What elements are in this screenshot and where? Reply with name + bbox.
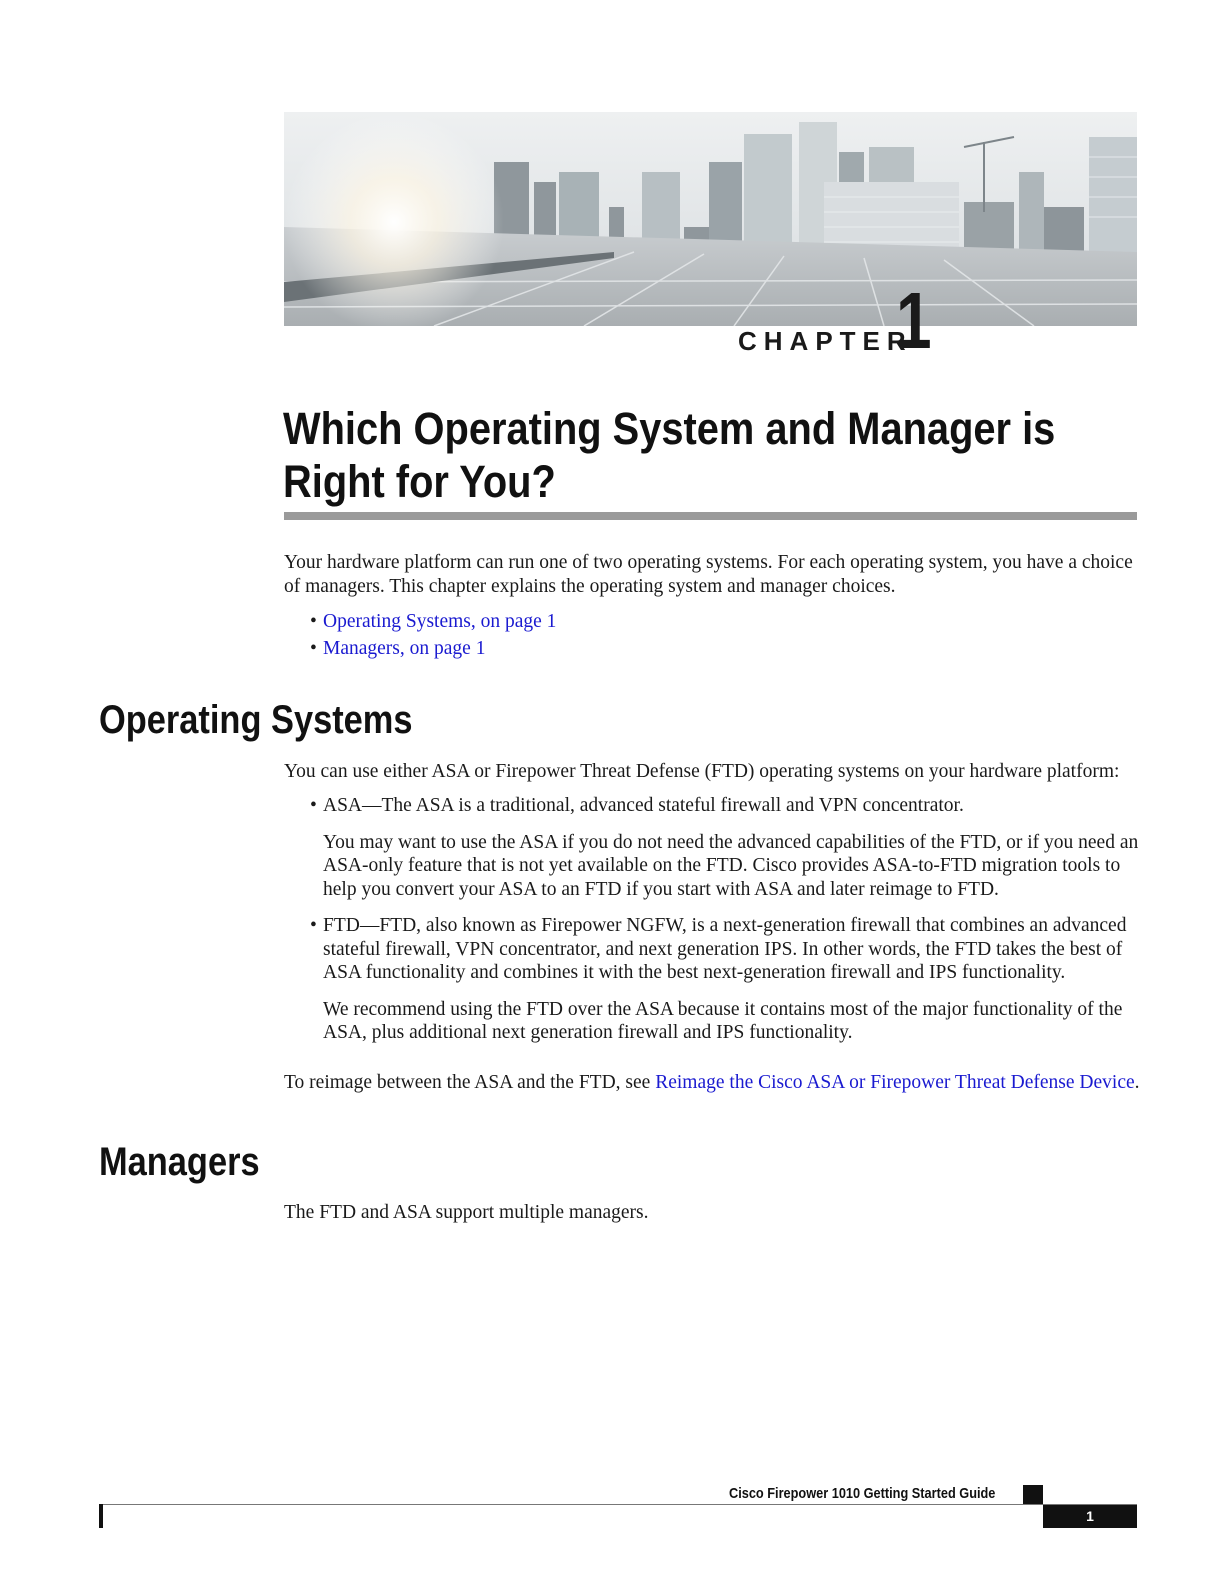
chapter-toc-list: [310, 610, 1146, 660]
list-item: • ASA—The ASA is a traditional, advanced stateful firewall and VPN concentrator. You may want to use the ASA if you do not need the advanced capabilities of the FTD, or if you need an ASA-only feature that is not yet available on the FTD. Cisco provides ASA-to-FTD migration tools to help you convert your ASA to an FTD if you start with ASA and later reimage to FTD.: [310, 794, 1146, 901]
list-item: • Operating Systems, on page 1: [310, 611, 557, 632]
footer-marker: [1023, 1485, 1043, 1505]
chapter-banner-image: [284, 112, 1137, 326]
managers-paragraph: The FTD and ASA support multiple managers.: [284, 1202, 649, 1223]
reimage-suffix: .: [1134, 1072, 1140, 1093]
toc-link-managers[interactable]: Managers, on page 1: [323, 637, 486, 659]
chapter-label: CHAPTER: [738, 326, 913, 356]
reimage-prefix: To reimage between the ASA and the FTD, see: [284, 1072, 656, 1093]
section-heading-operating-systems: Operating Systems: [99, 698, 413, 742]
intro-paragraph: Your hardware platform can run one of two operating systems. For each operating system, you have a choice of managers. This chapter explains the operating system and manager choices.: [284, 552, 1133, 597]
section-heading-managers: Managers: [99, 1140, 260, 1184]
city-skyline-photo: [284, 112, 1137, 326]
os-item-asa-detail: You may want to use the ASA if you do not need the advanced capabilities of the FTD, or if you need an ASA-only feature that is not yet available on the FTD. Cisco provides ASA-to-FTD migration tools to help you convert your ASA to an FTD if you start with ASA and later reimage to FTD.: [323, 831, 1139, 900]
os-item-asa: ASA—The ASA is a traditional, advanced stateful firewall and VPN concentrator.: [323, 795, 964, 816]
chapter-number: 1: [896, 276, 932, 365]
os-list: [310, 794, 1146, 1045]
os-item-ftd-detail: We recommend using the FTD over the ASA because it contains most of the major functionality of the ASA, plus additional next generation firewall and IPS functionality.: [323, 998, 1123, 1043]
os-item-ftd: FTD—FTD, also known as Firepower NGFW, is a next-generation firewall that combines an advanced stateful firewall, VPN concentrator, and next generation IPS. In other words, the FTD takes the best of ASA functionality and combines it with the best next-generation firewall and IPS functionality.: [323, 915, 1127, 983]
footer-divider: [100, 1504, 1137, 1505]
title-divider: [284, 512, 1137, 520]
chapter-title: Which Operating System and Manager is Right for You?: [283, 403, 1056, 507]
reimage-paragraph: [284, 1071, 1154, 1095]
list-item: • FTD—FTD, also known as Firepower NGFW, is a next-generation firewall that combines an advanced stateful firewall, VPN concentrator, and next generation IPS. In other words, the FTD takes the best of ASA functionality and combines it with the best next-generation firewall and IPS functionality. We recommend using the FTD over the ASA because it contains most of the major functionality of the ASA, plus additional next generation firewall and IPS functionality.: [310, 914, 1146, 1045]
footer-page-number: 1: [1043, 1505, 1137, 1528]
os-intro-paragraph: You can use either ASA or Firepower Threat Defense (FTD) operating systems on your hardware platform:: [284, 761, 1120, 782]
reimage-link[interactable]: Reimage the Cisco ASA or Firepower Threat Defense Device: [655, 1072, 1135, 1093]
toc-link-operating-systems[interactable]: Operating Systems, on page 1: [323, 611, 557, 632]
footer-left-mark: [99, 1504, 103, 1528]
list-item: • Managers, on page 1: [310, 637, 486, 659]
footer-guide-title: Cisco Firepower 1010 Getting Started Guide: [729, 1485, 996, 1502]
